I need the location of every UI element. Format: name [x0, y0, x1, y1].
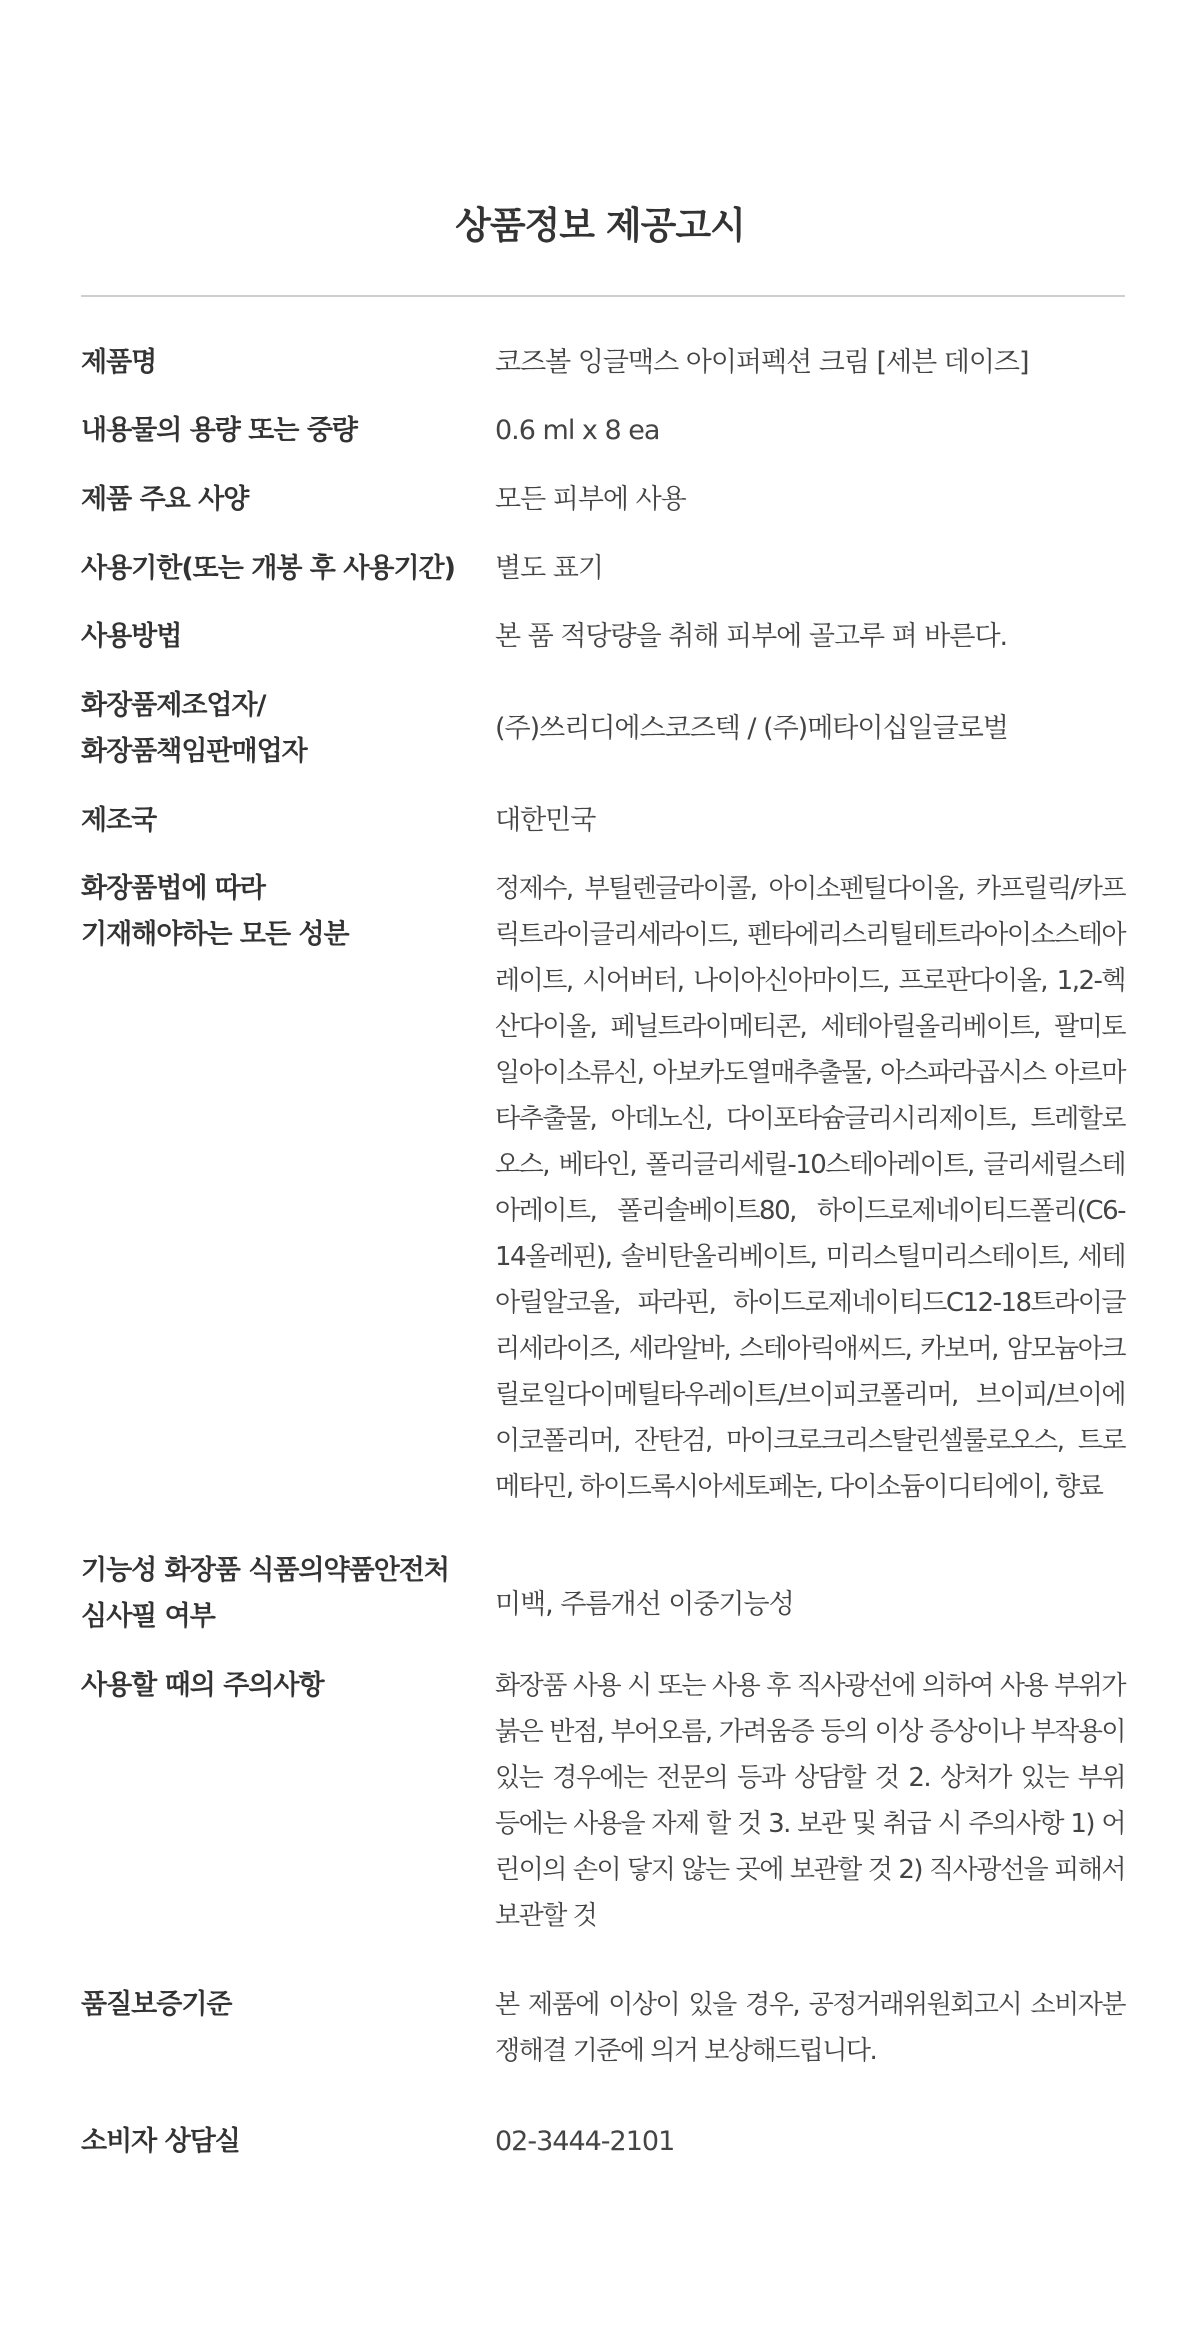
row-label-line-2: 화장품책임판매업자: [81, 736, 307, 767]
row-label: 제조국: [81, 805, 157, 836]
page-title: 상품정보 제공고시: [455, 204, 745, 247]
row-value: 미백, 주름개선 이중기능성: [495, 1589, 794, 1620]
row-label: 제품 주요 사양: [81, 484, 249, 515]
row-value: 0.6 ml x 8 ea: [495, 415, 660, 446]
row-label: 소비자 상담실: [81, 2126, 240, 2157]
row-value: 본 품 적당량을 취해 피부에 골고루 펴 바른다.: [495, 621, 1008, 652]
title-divider: [81, 295, 1125, 297]
row-label-line-2: 기재해야하는 모든 성분: [81, 919, 349, 950]
customer-phone: 02-3444-2101: [495, 2126, 675, 2157]
row-value: 모든 피부에 사용: [495, 484, 686, 515]
row-value: 별도 표기: [495, 553, 603, 584]
row-label: 사용방법: [81, 621, 182, 652]
row-label-line-1: 화장품법에 따라: [81, 873, 265, 904]
row-value: 대한민국: [495, 805, 596, 836]
row-value: 코즈볼 잉글맥스 아이퍼펙션 크림 [세븐 데이즈]: [495, 347, 1029, 378]
row-label-line-2: 심사필 여부: [81, 1601, 215, 1632]
row-value: 화장품 사용 시 또는 사용 후 직사광선에 의하여 사용 부위가 붉은 반점, 부어오름, 가려움증 등의 이상 증상이나 부작용이 있는 경우에는 전문의 등과 상담할 것 2. 상처가 있는 부위 등에는 사용을 자제 할 것 3. 보관 및 취급 시 주의사항 1) 어린이의 손이 닿지 않는 곳에 보관할 것 2) 직사광선을 피해서 보관할 것: [495, 1671, 1125, 1931]
row-value: 정제수, 부틸렌글라이콜, 아이소펜틸다이올, 카프릴릭/카프릭트라이글리세라이드, 펜타에리스리틸테트라아이소스테아레이트, 시어버터, 나이아신아마이드, 프로판다이올, 1,2-헥산다이올, 페닐트라이메티콘, 세테아릴올리베이트, 팔미토일아이소류신, 아보카도열매추출물, 아스파라곱시스 아르마타추출물, 아데노신, 다이포타슘글리시리제이트, 트레할로오스, 베타인, 폴리글리세릴-10스테아레이트, 글리세릴스테아레이트, 폴리솔베이트80, 하이드로제네이티드폴리(C6-14올레핀), 솔비탄올리베이트, 미리스틸미리스테이트, 세테아릴알코올, 파라핀, 하이드로제네이티드C12-18트라이글리세라이즈, 세라알바, 스테아릭애씨드, 카보머, 암모늄아크릴로일다이메틸타우레이트/브이피코폴리머, 브이피/브이에이코폴리머, 잔탄검, 마이크로크리스탈린셀룰로오스, 트로메타민, 하이드록시아세토페논, 다이소듐이디티에이, 향료: [495, 874, 1125, 1502]
row-label: 내용물의 용량 또는 중량: [81, 415, 358, 446]
row-value: 본 제품에 이상이 있을 경우, 공정거래위원회고시 소비자분쟁해결 기준에 의거 보상해드립니다.: [495, 1990, 1125, 2066]
row-label-line-1: 화장품제조업자/: [81, 690, 266, 721]
row-label-line-1: 기능성 화장품 식품의약품안전처: [81, 1555, 449, 1586]
row-label: 품질보증기준: [81, 1989, 232, 2020]
row-label: 사용기한(또는 개봉 후 사용기간): [81, 553, 455, 584]
row-label: 제품명: [81, 347, 157, 378]
row-value: (주)쓰리디에스코즈텍 / (주)메타이십일글로벌: [495, 713, 1008, 744]
row-label: 사용할 때의 주의사항: [81, 1670, 324, 1701]
